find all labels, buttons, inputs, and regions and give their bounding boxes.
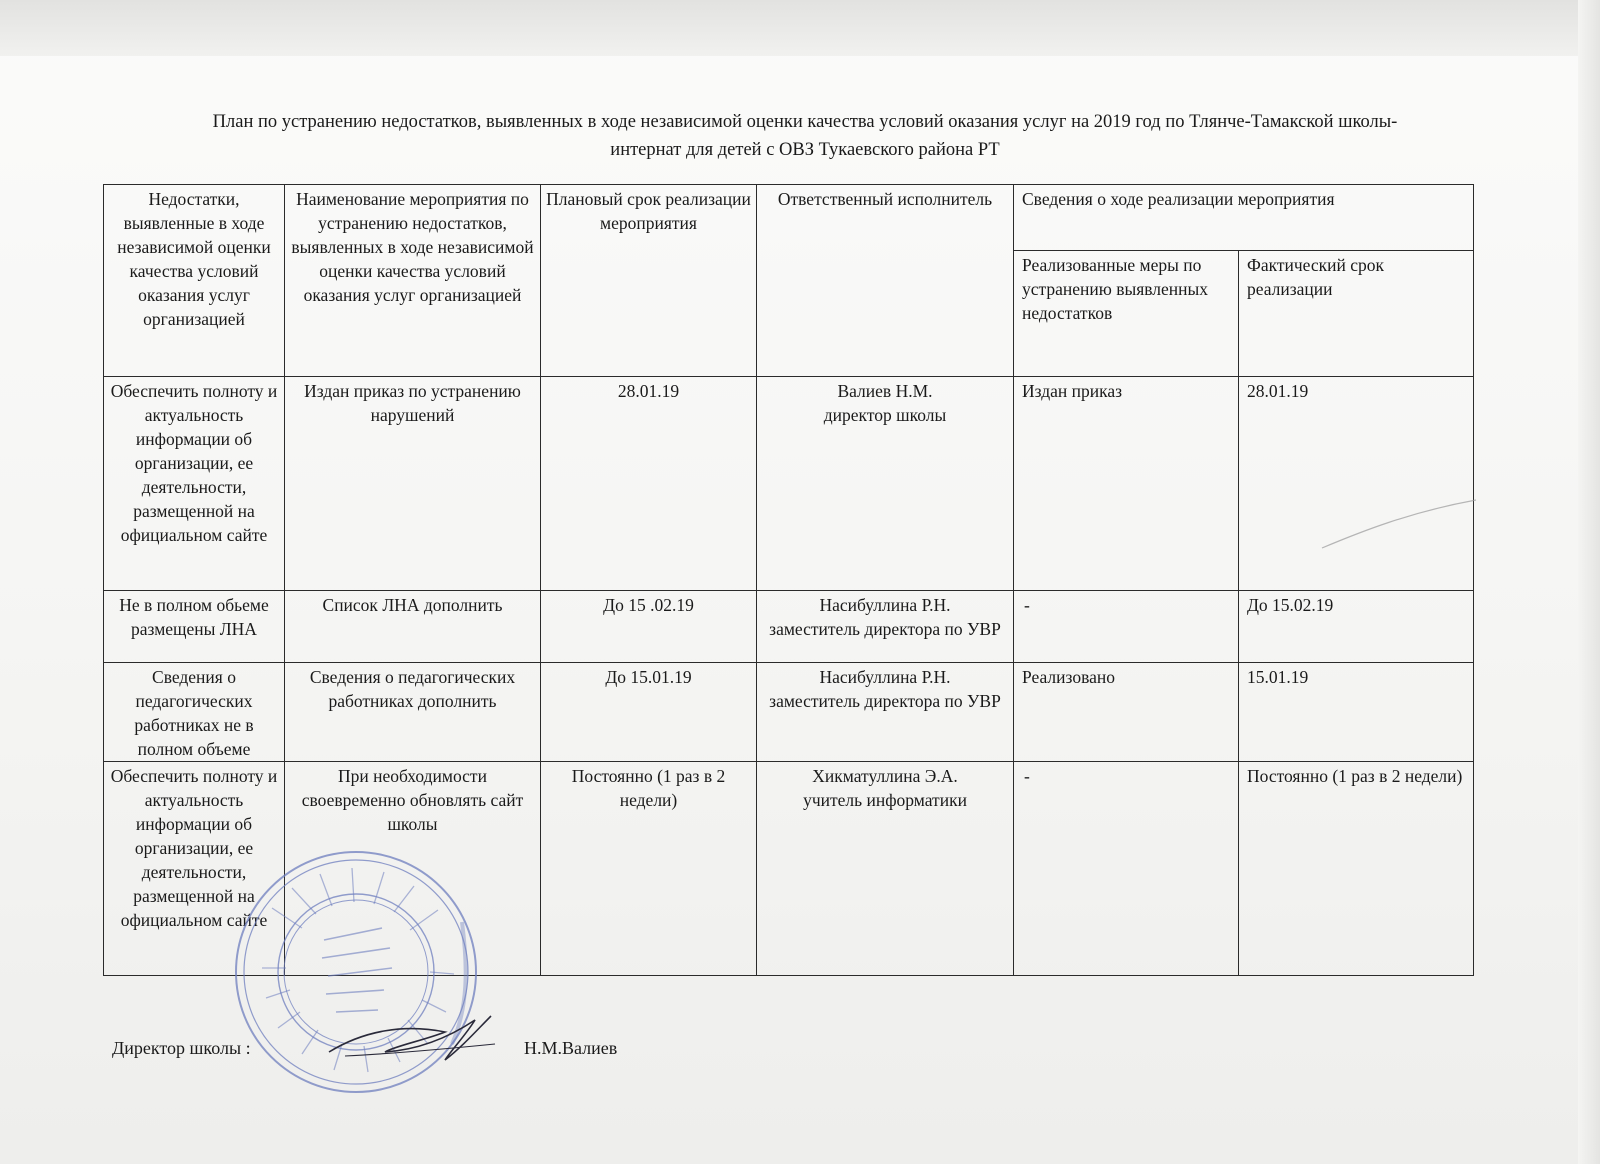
- row-actual-date: 15.01.19: [1239, 663, 1474, 762]
- row-realized: Издан приказ: [1014, 377, 1239, 591]
- table-row: [104, 663, 1474, 762]
- header-realized-measures: Реализованные меры по устранению выявленных недостатков: [1014, 251, 1239, 377]
- row-planned-date: До 15.01.19: [541, 663, 757, 762]
- signatory-name: Н.М.Валиев: [524, 1038, 618, 1058]
- row-responsible: [757, 591, 1014, 663]
- table-row: [104, 377, 1474, 591]
- header-measure-name: Наименование мероприятия по устранению недостатков, выявленных в ходе независимой оценки качества условий оказания услуг организацией: [285, 185, 541, 377]
- row-actual-date: Постоянно (1 раз в 2 недели): [1239, 762, 1474, 976]
- row-realized: Реализовано: [1014, 663, 1239, 762]
- row-responsible: [757, 377, 1014, 591]
- header-deficiencies: Недостатки, выявленные в ходе независимой оценки качества условий оказания услуг организацией: [104, 185, 285, 377]
- row-measure: Сведения о педагогических работниках дополнить: [285, 663, 541, 762]
- pen-stroke-mark: [1320, 492, 1480, 552]
- row-responsible: [757, 762, 1014, 976]
- document-title: [100, 108, 1510, 164]
- header-planned-date: Плановый срок реализации мероприятия: [541, 185, 757, 377]
- signature-label: Директор школы :: [112, 1038, 251, 1058]
- header-implementation-info: Сведения о ходе реализации мероприятия: [1014, 185, 1474, 251]
- header-responsible: Ответственный исполнитель: [757, 185, 1014, 377]
- row-realized: -: [1014, 591, 1239, 663]
- row-measure: При необходимости своевременно обновлять сайт школы: [285, 762, 541, 976]
- row-responsible: [757, 663, 1014, 762]
- row-planned-date: 28.01.19: [541, 377, 757, 591]
- responsible-name: Хикматуллина Э.А.: [812, 766, 958, 786]
- responsible-role: заместитель директора по УВР: [769, 691, 1001, 711]
- responsible-role: директор школы: [823, 405, 947, 425]
- signature-scribble-icon: [325, 1010, 505, 1070]
- row-planned-date: До 15 .02.19: [541, 591, 757, 663]
- row-measure: Список ЛНА дополнить: [285, 591, 541, 663]
- responsible-name: Валиев Н.М.: [837, 381, 933, 401]
- scan-right-edge: [1578, 0, 1600, 1164]
- document-title-line-2: интернат для детей с ОВЗ Тукаевского района РТ: [610, 140, 1000, 160]
- row-deficiency: Обеспечить полноту и актуальность информации об организации, ее деятельности, размещенной на официальном сайте: [104, 377, 285, 591]
- row-planned-date: Постоянно (1 раз в 2 недели): [541, 762, 757, 976]
- row-deficiency: Не в полном обьеме размещены ЛНА: [104, 591, 285, 663]
- row-measure: Издан приказ по устранению нарушений: [285, 377, 541, 591]
- responsible-role: учитель информатики: [803, 790, 967, 810]
- document-title-line-1: План по устранению недостатков, выявленных в ходе независимой оценки качества условий оказания услуг на 2019 год по Тлянче-Тамакской школы-: [212, 112, 1398, 132]
- row-actual-date: 28.01.19: [1239, 377, 1474, 591]
- row-realized: -: [1014, 762, 1239, 976]
- scan-top-edge: [0, 0, 1600, 56]
- header-actual-date: Фактический срок реализации: [1239, 251, 1474, 377]
- row-deficiency: Сведения о педагогических работниках не в полном объеме: [104, 663, 285, 762]
- responsible-name: Насибуллина Р.Н.: [819, 667, 951, 687]
- table-row: [104, 591, 1474, 663]
- table-header-row: [104, 185, 1474, 251]
- row-actual-date: До 15.02.19: [1239, 591, 1474, 663]
- responsible-name: Насибуллина Р.Н.: [819, 595, 951, 615]
- row-deficiency: Обеспечить полноту и актуальность информации об организации, ее деятельности, размещенной на официальном сайте: [104, 762, 285, 976]
- responsible-role: заместитель директора по УВР: [769, 619, 1001, 639]
